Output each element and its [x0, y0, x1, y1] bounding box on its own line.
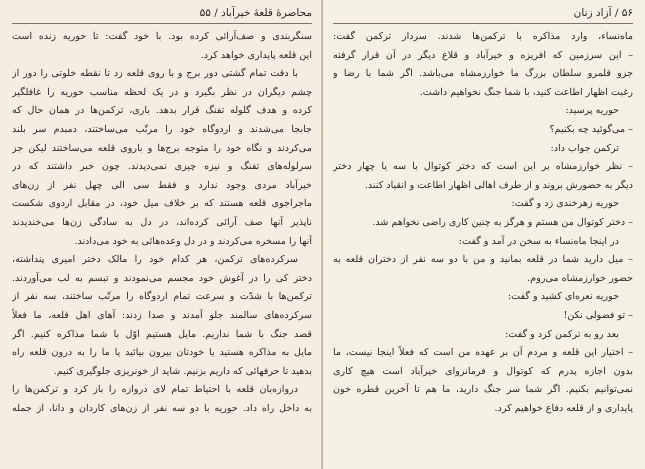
text-line: جزو قلمرو سلطان بزرگ ما خوارزمشاه می‌باشد. اگر شما با رضا و	[333, 68, 633, 80]
text-line: با دقت تمام گشتی دور برج و با روی قلعه زد تا نقطه خلوتی را دور از	[12, 68, 298, 80]
text-line: حوریه زهرخندی زد و گفت:	[511, 198, 619, 210]
text-line: سرکرده‌های ترکمن، هر کدام خود را مالک دختر امیری پنداشته،	[12, 254, 298, 266]
text-line: دروازه‌بان قلعه با احتیاط تمام لای دروازه را باز کرد و ترکمن‌ها را	[12, 384, 298, 396]
text-line: – میل دارید شما در قلعه بمانید و من با دو سه نفر از دختران قلعه به	[333, 254, 633, 266]
text-line: سرکرده‌های سالمند جلو آمدند و صدا زدند: آهای اهل قلعه، ما فعلاً	[12, 309, 312, 321]
text-line: – نظر خوارزمشاه بر این است که دختر کوتوال با سه یا چهار دختر	[333, 161, 633, 173]
text-line: به داخل راه داد. حوریه با دو سه نفر از زن‌های کاردان و دانا، از جمله	[12, 402, 312, 414]
text-line: حضور خوارزمشاه می‌روم.	[527, 272, 633, 284]
left-page-header-title: محاصرهٔ قلعهٔ خیرآباد / ۵۵	[199, 7, 312, 19]
text-line: ترکمن جواب داد:	[550, 142, 619, 154]
text-line: این قلعه پایداری خواهد کرد.	[200, 49, 312, 61]
text-line: – اختیار این قلعه و مردم آن بر عهده من است که فعلاً اینجا نیست، ما	[333, 347, 633, 359]
text-line: بدون اجازه پدرم که کوتوال و فرمانروای خیرآباد است هیچ کاری	[333, 365, 633, 377]
text-line: بعد رو به ترکمن کرد و گفت:	[505, 328, 619, 340]
text-line: دیگر به حضورش بروند و از طرف اهالی اظهار اطاعت و انقیاد کنند.	[364, 179, 633, 191]
text-line: ماه‌نساء، وارد مذاکره با ترکمن‌ها شدند. سردار ترکمن گفت:	[333, 31, 633, 42]
text-line: حوریه نعره‌ای کشید و گفت:	[507, 291, 619, 303]
text-line: – این سرزمین که افریزه و خیرآباد و قلاع دیگر در آن قرار گرفته	[333, 49, 633, 61]
text-line: پایداری و از قلعه دفاع خواهیم کرد.	[494, 402, 633, 414]
text-line: – می‌گوئید چه بکنیم؟	[549, 123, 633, 135]
text-line: حوریه پرسید:	[565, 105, 619, 117]
text-line: خیرآباد مردی وجود ندارد و فقط سی الی چهل نفر از زن‌های	[12, 179, 312, 191]
text-line: ماجراجوی قلعه هستند که بر خلاف میل خود، در مقابل اردوی شکست	[12, 198, 312, 210]
text-line: سنگربندی و صف‌آرائی کرده بود. با خود گفت: تا حوریه زنده است	[12, 31, 312, 42]
text-line: جابجا می‌شدند و اردوگاه خود را مرتّب می‌ساختند، دمبدم سر بلند	[12, 123, 312, 135]
text-line: ترکمن‌ها با شدّت و سرعت تمام اردوگاه را مرتّب ساختند، سه نفر از	[12, 291, 312, 303]
text-line: ناپذیر آنها صف آرائی کرده‌اند، در دل به سادگی زن‌ها می‌خندیدند	[12, 216, 312, 228]
text-line: چشم دیگران در نظر بگیرد و در یک لحظه مناسب حوریه را غافلگیر	[12, 86, 312, 98]
text-line: – تو فضولی نکن!	[563, 309, 633, 321]
text-line: در اینجا ماه‌نساء به سخن در آمد و گفت:	[458, 235, 619, 247]
text-line: سرلوله‌های تفنگ و نیزه چیزی نمی‌دیدند. چون خبر داشتند که در	[12, 161, 312, 173]
right-page-header-title: ۵۶ / آزاد زنان	[573, 7, 633, 19]
left-page	[0, 0, 322, 469]
text-line: قصد جنگ با شما نداریم. مایل هستیم اوّل با شما مذاکره کنیم. اگر	[12, 328, 312, 340]
text-line: بدهید تا حرفهائی که داریم بزنیم. شاید از خونریزی جلوگیری کنیم.	[53, 365, 312, 377]
right-page-body	[333, 28, 633, 418]
left-page-header	[12, 6, 312, 24]
text-line: کرده و هدف گلوله تفنگ قرار بدهد. باری، ترکمن‌ها در همان حال که	[12, 105, 312, 117]
left-page-body	[12, 28, 312, 418]
right-page	[323, 0, 645, 469]
text-line: می‌کردند و نگاه خود را متوجه برج‌ها و باروی قلعه می‌ساختند لیکن جز	[12, 142, 312, 154]
right-page-header	[333, 6, 633, 24]
text-line: مایل به مذاکره هستید یا خودتان بیرون بیائید یا ما را به درون قلعه راه	[12, 347, 312, 359]
text-line: آنها را مسخره می‌کردند و در دل وعده‌هائی به خود می‌دادند.	[74, 235, 312, 247]
text-line: نمی‌توانیم بکنیم. اگر شما سر جنگ دارید، ما هم تا آخرین قطره خون	[333, 384, 633, 396]
text-line: دختر کی را در آغوش خود مجسم می‌نمودند و تبسم به لب می‌آوردند.	[12, 272, 312, 284]
text-line: رغبت اظهار اطاعت کنید، با شما جنگ نخواهیم داشت.	[419, 86, 633, 98]
text-line: – دختر کوتوال من هستم و هرگز به چنین کاری راضی نخواهم شد.	[372, 216, 633, 228]
